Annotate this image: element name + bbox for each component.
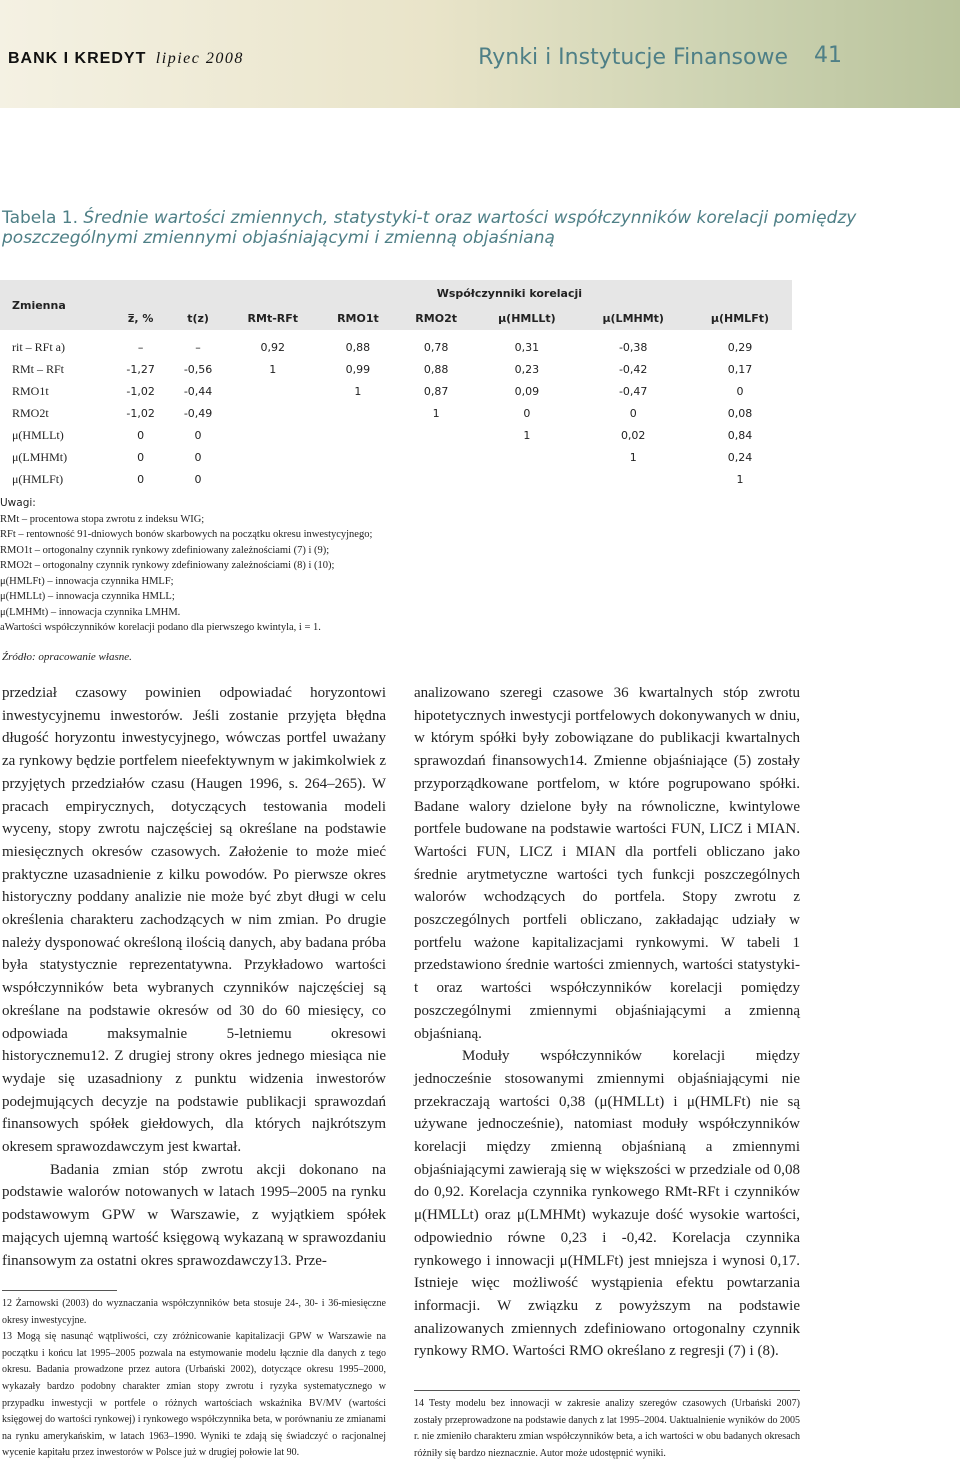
col-header: z̅, % [112,306,169,330]
table-cell [227,468,319,490]
table-cell: 1 [736,472,744,486]
table-cell: 0,29 [727,340,753,354]
table-cell: -0,56 [183,362,213,376]
table-cell: – [137,340,144,354]
table-cell: 0 [194,428,202,442]
table-cell [578,468,687,490]
table-cell: -0,49 [183,406,213,420]
table-cell: -0,42 [618,362,648,376]
col-header: μ(LMHMt) [578,306,687,330]
note-line: μ(HMLLt) – innowacja czynnika HMLL; [0,591,175,602]
table-cell: 0,99 [345,362,371,376]
group-header: Współczynniki korelacji [227,280,792,306]
table-cell: 0,02 [620,428,646,442]
row-label: RMO1t [12,383,49,398]
table-cell: 0 [137,472,145,486]
table-cell [227,402,319,424]
table-cell: 0 [194,472,202,486]
table-cell: 0 [194,450,202,464]
table-row [0,468,792,490]
table-row [0,424,792,446]
table-cell [319,468,397,490]
table-cell [227,446,319,468]
footnote-13: 13 Mogą się nasunąć wątpliwości, czy zróżnicowanie kapitalizacji GPW w Warszawie na początku i końcu lat 1995–2005 pozwala na estymowanie modelu łącznie dla danych z tego okresu. Badania prowadzone przez autora (Urbański 2002), dotyczące okresu 1995–2000, wykazały bardzo podobny charakter zmian stopy zwrotu i ryzyka systematycznego w przypadku inwestycji w portfele o różnych wartościach wskaźnika BV/MV (wartości księgowej do wartości rynkowej) i rynkowego współczynnika beta, w porównaniu ze zmianami na rynku amerykańskim, w latach 1963–1990. Wyniki te zdają się świadczyć o racjonalnej wycenie kapitału przez inwestorów w Polsce już w drugiej połowie lat 90. [2,1331,386,1459]
table-cell [397,446,475,468]
col-header: t(z) [169,306,226,330]
note-line: RFt – rentowność 91-dniowych bonów skarbowych na początku okresu inwestycyjnego; [0,529,373,540]
table-row [0,380,792,402]
footnote-14: 14 Testy modelu bez innowacji w zakresie analizy szeregów czasowych (Urbański 2007) zostały przeprowadzone na podstawie danych z lat 1995–2004. Uaktualnienie wyników do 2005 r. nie zmieniło charakteru zmian współczynników beta, a ich wartości w obu badanych okresach różniły się bardzo nieznacznie. Autor może udostępnić wyniki. [414,1398,801,1459]
table-cell: 1 [269,362,277,376]
table-cell [397,424,475,446]
table-cell: -0,47 [618,384,648,398]
note-line: aWartości współczynników korelacji podano dla pierwszego kwintyla, i = 1. [0,622,321,633]
journal-name: BANK I KREDYT [8,50,147,67]
footnotes-right [414,1396,800,1462]
row-label: RMt – RFt [12,361,65,376]
table-cell: -1,02 [126,384,155,398]
table-cell: -1,27 [126,362,155,376]
table-source: Źródło: opracowanie własne. [2,651,132,663]
table-cell [319,446,397,468]
table-row [0,330,792,358]
table-cell: 0,08 [727,406,753,420]
table-cell: 0,84 [727,428,753,442]
footnote-rule-right [414,1390,800,1391]
paragraph: Badania zmian stóp zwrotu akcji dokonano na podstawie walorów notowanych w latach 1995–2005 na rynku podstawowym GPW w Warszawie, z wyjątkiem spółek mających ujemną wartość księgową wykazaną w sprawozdaniu finansowym za ostatni okres sprawozdawczy13. Prze- [2,1161,386,1269]
table-cell: 0 [629,406,637,420]
note-line: μ(HMLFt) – innowacja czynnika HMLF; [0,575,174,587]
table-cell: 0,09 [514,384,540,398]
body-column-right [414,682,800,1363]
table-cell [227,380,319,402]
col-zmienna: Zmienna [0,280,112,330]
notes-heading: Uwagi: [0,497,36,509]
table-row [0,446,792,468]
table-cell: 0 [523,406,531,420]
table-title: Średnie wartości zmiennych, statystyki-t oraz wartości współczynników korelacji pomiędzy poszczególnymi zmiennymi objaśniającymi i zmienną objaśnianą [2,208,857,248]
row-label: μ(LMHMt) [12,449,68,464]
table-cell: 0,31 [514,340,540,354]
journal-issue: lipiec 2008 [155,50,244,67]
row-label: μ(HMLFt) [12,471,64,486]
paragraph: Moduły współczynników korelacji między jednocześnie stosowanymi zmiennymi objaśniającymi nie przekraczają wartości 0,38 (μ(HMLLt) i μ(HMLFt) nie są używane jednocześnie), natomiast moduły współczynników korelacji między zmienną objaśnianą a zmiennymi objaśniającymi zawierają się w większości w przedziale od 0,08 do 0,92. Korelacja czynnika rynkowego RMt-RFt i czynników μ(HMLLt) oraz μ(LMHMt) wykazuje dość wysokie wartości, odpowiednio równe 0,23 i -0,42. Korelacja czynnika rynkowego i innowacji μ(HMLFt) jest mniejsza i wynosi 0,17. Istnieje więc możliwość wystąpienia efektu powtarzania informacji. W związku z powyższym na podstawie analizowanych zmiennych zdefiniowano ortogonalny czynnik rynkowy RMO. Wartości RMO określano z regresji (7) i (8). [414,1048,800,1360]
section-title: Rynki i Instytucje Finansowe [478,45,788,70]
table-cell [475,446,578,468]
table-row [0,402,792,424]
table-cell: 0 [137,428,145,442]
paragraph: analizowano szeregi czasowe 36 kwartalnych stóp zwrotu hipotetycznych inwestycji portfelowych dokonywanych w dniu, w którym spółki były zobowiązane do publikacji kwartalnych sprawozdań finansowych14. Zmienne objaśniające (5) zostały przyporządkowane portfelom, w które pogrupowano spółki. Badane walory dzielone były na równoliczne, kwintylowe portfele budowane na podstawie wartości FUN, LICZ i MIAN. Wartości FUN, LICZ i MIAN dla portfeli obliczano jako średnie arytmetyczne wartości tych funkcji poszczególnych walorów wchodzących do portfela. Stopy zwrotu z poszczególnych portfeli obliczano, zakładając udziały w portfelu ważone kapitalizacjami rynkowymi. W tabeli 1 przedstawiono średnie wartości zmiennych, wartości statystyki-t oraz wartości współczynników korelacji pomiędzy poszczególnymi zmiennymi objaśniającymi a zmienną objaśnianą. [414,685,800,1042]
table-cell: -0,44 [183,384,213,398]
footnotes-left [2,1296,386,1462]
table-cell: 1 [432,406,440,420]
table-caption [2,208,942,248]
col-header: μ(HMLFt) [688,306,792,330]
table-cell [397,468,475,490]
table-cell [319,402,397,424]
correlation-table [0,280,792,490]
note-line: RMO2t – ortogonalny czynnik rynkowy zdefiniowany zależnościami (8) i (10); [0,560,335,571]
table-label: Tabela 1. [2,208,79,228]
table-row [0,358,792,380]
row-label: μ(HMLLt) [12,427,64,442]
footnote-12: 12 Żarnowski (2003) do wyznaczania współczynników beta stosuje 24-, 30- i 36-miesięczne okresy inwestycyjne. [2,1298,386,1326]
table-cell: 0,92 [260,340,286,354]
table-cell: 1 [523,428,531,442]
table-cell: 0,87 [423,384,449,398]
journal-title [8,50,244,68]
body-column-left [2,682,386,1272]
col-header: μ(HMLLt) [475,306,578,330]
table-cell: 0,24 [727,450,753,464]
page-number: 41 [814,43,842,68]
col-header: RMO2t [397,306,475,330]
table-cell: 1 [629,450,637,464]
col-header: RMt-RFt [227,306,319,330]
col-header: RMO1t [319,306,397,330]
table-cell: 0,23 [514,362,540,376]
row-label: RMO2t [12,405,49,420]
row-label: rit – RFt a) [12,339,65,354]
note-line: RMt – procentowa stopa zwrotu z indeksu WIG; [0,513,205,525]
table-cell: 0 [736,384,744,398]
table-cell: 0,88 [423,362,449,376]
table-cell [227,424,319,446]
table-cell: -1,02 [126,406,155,420]
table-cell: 0,17 [727,362,753,376]
page-header [0,0,960,108]
table-notes [0,496,920,636]
footnote-rule-left [2,1290,117,1291]
paragraph: przedział czasowy powinien odpowiadać horyzontowi inwestycyjnemu inwestorów. Jeśli zostanie przyjęta błędna długość horyzontu inwestycyjnego, wówczas portfel uważany za rynkowy będzie portfelem nieefektywnym w jakimkolwiek z przyjętych przedziałów czasu (Haugen 1996, s. 264–265). W pracach empirycznych, dotyczących testowania modeli wyceny, stopy zwrotu najczęściej są określane na podstawie miesięcznych okresów czasowych. Założenie to może mieć praktyczne uzasadnienie z kilku powodów. Po pierwsze okres historyczny poddany analizie nie może być zbyt długi w celu określenia charakteru zachodzących w nim zmian. Po drugie należy dysponować określoną ilością danych, aby badana próba była statystycznie reprezentatywna. Przykładowo wartości współczynników beta wybranych czynników najczęściej są określane na podstawie okresów od 30 do 60 miesięcy, co odpowiada maksymalnie 5-letniemu okresowi historycznemu12. Z drugiej strony okres jednego miesiąca nie wydaje się uzasadniony z punktu widzenia inwestorów podejmujących decyzje na podstawie publikacji sprawozdań finansowych spółek giełdowych, dla których najkrótszym okresem sprawozdawczym jest kwartał. [2,685,386,1156]
table-cell: -0,38 [618,340,648,354]
table-cell: 0,78 [423,340,449,354]
table-cell: 1 [354,384,362,398]
table-cell: – [195,340,201,354]
table-cell [319,424,397,446]
note-line: μ(LMHMt) – innowacja czynnika LMHM. [0,606,181,618]
table-cell: 0 [137,450,145,464]
table-cell [475,468,578,490]
note-line: RMO1t – ortogonalny czynnik rynkowy zdefiniowany zależnościami (7) i (9); [0,544,330,556]
table-cell: 0,88 [345,340,371,354]
